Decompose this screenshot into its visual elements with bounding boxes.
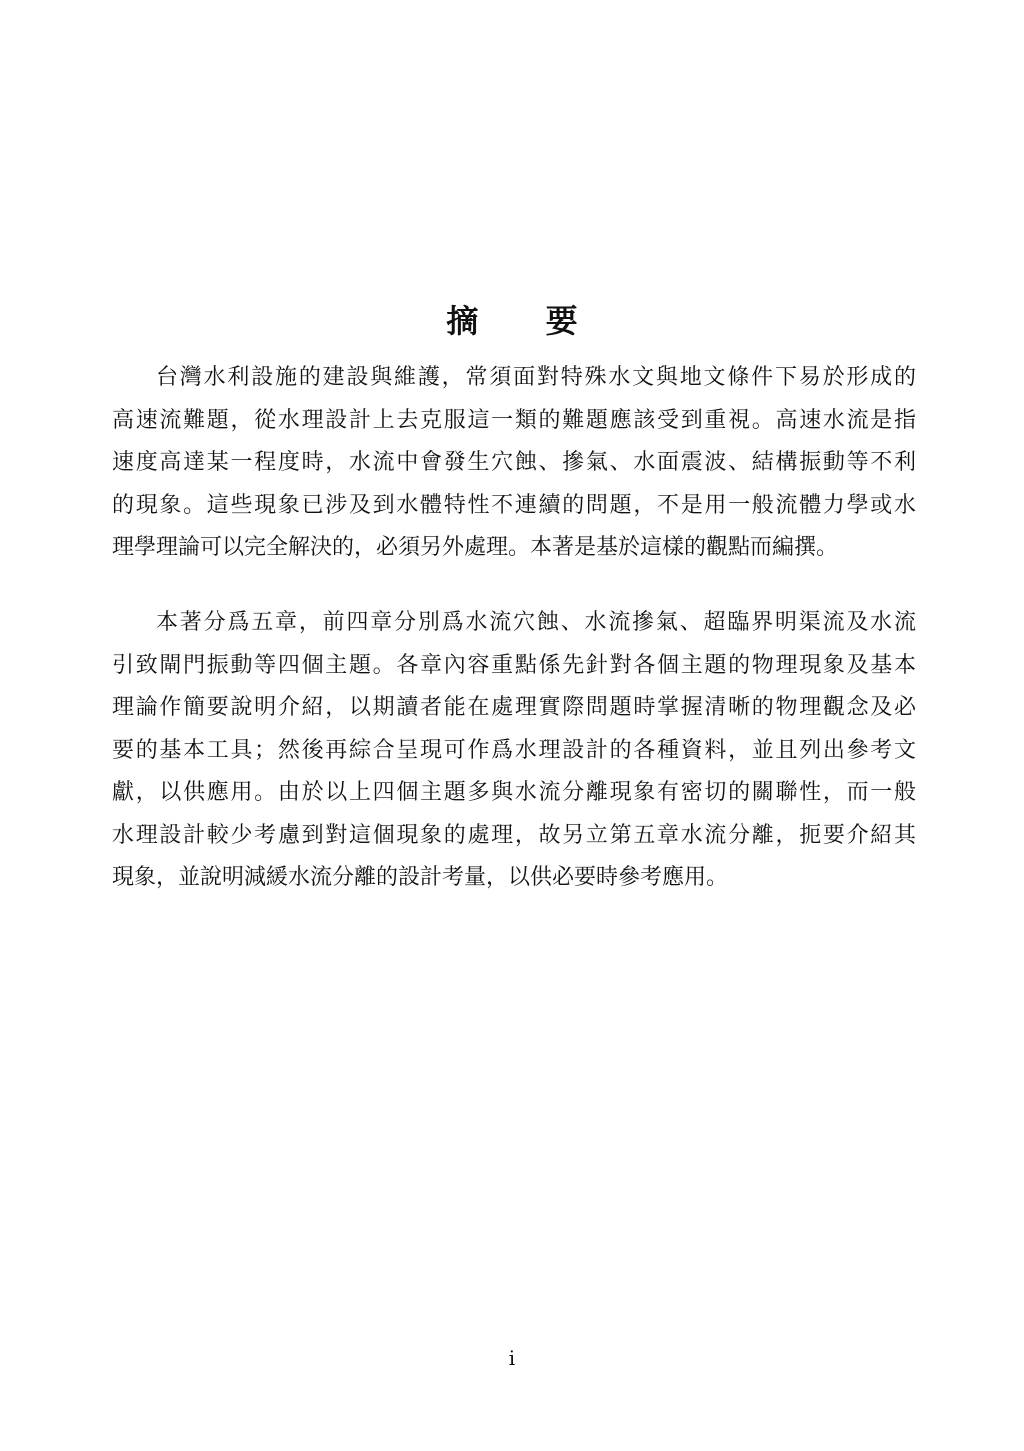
paragraph-line: 水理設計較少考慮到對這個現象的處理，故另立第五章水流分離，扼要介紹其 (112, 822, 916, 848)
paragraph-line: 本著分爲五章，前四章分別爲水流穴蝕、水流摻氣、超臨界明渠流及水流 (156, 610, 916, 635)
paragraph-line: 理論作簡要說明介紹，以期讀者能在處理實際問題時掌握清晰的物理觀念及必 (112, 695, 916, 720)
paragraph-line: 理學理論可以完全解決的，必須另外處理。本著是基於這樣的觀點而編撰。 (112, 535, 839, 560)
page-number: i (508, 1346, 516, 1370)
paragraph-line: 台灣水利設施的建設與維護，常須面對特殊水文與地文條件下易於形成的 (156, 365, 916, 390)
page-title: 摘 要 (446, 302, 606, 341)
paragraph-line: 高速流難題，從水理設計上去克服這一類的難題應該受到重視。高速水流是指 (112, 407, 916, 433)
abstract-paragraph-1 (112, 357, 916, 570)
paragraph-line: 速度高達某一程度時，水流中會發生穴蝕、摻氣、水面震波、結構振動等不利 (112, 450, 916, 475)
paragraph-line: 引致閘門振動等四個主題。各章內容重點係先針對各個主題的物理現象及基本 (112, 652, 916, 678)
paragraph-line: 要的基本工具；然後再綜合呈現可作爲水理設計的各種資料，並且列出參考文 (112, 737, 916, 763)
paragraph-line: 現象，並說明減緩水流分離的設計考量，以供必要時參考應用。 (112, 865, 729, 890)
paragraph-line: 的現象。這些現象已涉及到水體特性不連續的問題，不是用一般流體力學或水 (112, 492, 916, 518)
abstract-paragraph-2 (112, 602, 916, 900)
paragraph-line: 獻，以供應用。由於以上四個主題多與水流分離現象有密切的關聯性，而一般 (112, 780, 916, 805)
